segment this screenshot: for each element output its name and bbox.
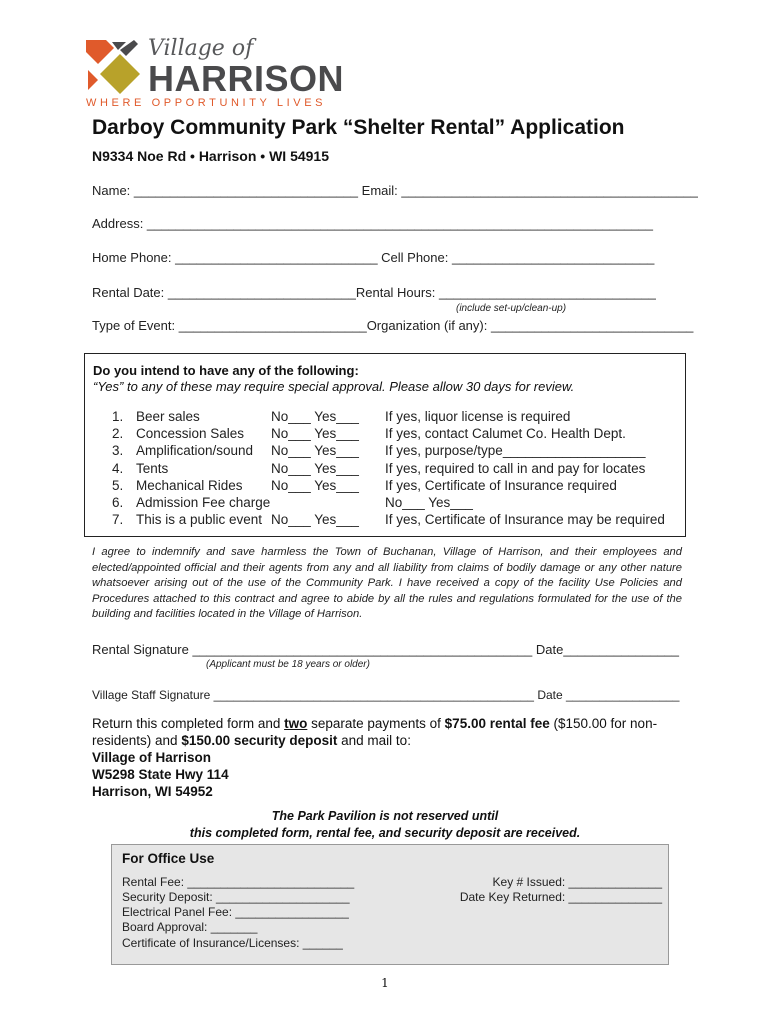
page-number: 1 — [381, 976, 389, 990]
intent-item-label: Mechanical Rides — [136, 477, 243, 493]
intent-item-note: No___ Yes___ — [385, 495, 473, 510]
intent-item-number: 1. — [112, 409, 124, 424]
intent-item-number: 7. — [112, 512, 124, 528]
office-use-title: For Office Use — [122, 851, 215, 866]
return-text-3: ($150.00 for non-residents) and — [92, 716, 658, 748]
page-title: Darboy Community Park “Shelter Rental” Application — [92, 116, 625, 139]
intent-item-note: If yes, Certificate of Insurance may be required — [385, 512, 665, 528]
office-certificate: Certificate of Insurance/Licenses: ______ — [122, 936, 343, 950]
return-two: two — [284, 716, 308, 731]
intent-item-yes-no[interactable]: No___ Yes___ — [271, 443, 359, 459]
intent-item-yes-no[interactable]: No___ Yes___ — [271, 409, 359, 424]
mail-address-line-1: Village of Harrison — [92, 750, 212, 765]
intent-item-label: Concession Sales — [136, 426, 245, 442]
intent-item-label: Amplification/sound — [136, 443, 254, 459]
setup-note: (include set-up/clean-up) — [456, 303, 567, 314]
mail-address-line-2: W5298 State Hwy 114 — [92, 767, 229, 782]
office-rental-fee: Rental Fee: _________________________ — [122, 875, 355, 889]
box-title: Do you intend to have any of the following: — [93, 363, 359, 378]
return-text-4: and mail to: — [337, 733, 411, 748]
staff-signature-field[interactable]: Village Staff Signature ________________________________________________ Date _________________ — [92, 688, 680, 702]
pavilion-note-line-1: The Park Pavilion is not reserved until — [271, 809, 499, 823]
intent-item-note: If yes, Certificate of Insurance required — [385, 477, 617, 493]
office-use-box — [111, 844, 669, 965]
intent-item-note: If yes, contact Calumet Co. Health Dept. — [385, 426, 626, 442]
intent-item-number: 3. — [112, 443, 124, 459]
rental-fee-amount: $75.00 rental fee — [444, 716, 550, 731]
intent-item-note: If yes, purpose/type___________________ — [385, 443, 646, 459]
box-subtitle: “Yes” to any of these may require special approval. Please allow 30 days for review. — [93, 379, 575, 394]
intent-item-yes-no[interactable]: No___ Yes___ — [271, 460, 359, 476]
office-board-approval: Board Approval: _______ — [122, 920, 258, 934]
intent-item-label: Tents — [136, 460, 169, 476]
office-security-deposit: Security Deposit: ____________________ — [122, 890, 350, 904]
intent-item-note: If yes, liquor license is required — [385, 409, 571, 424]
logo-village-text: Village of — [148, 36, 254, 61]
security-deposit-amount: $150.00 security deposit — [181, 733, 338, 748]
intent-item-note: If yes, required to call in and pay for locates — [385, 460, 646, 476]
park-address: N9334 Noe Rd • Harrison • WI 54915 — [92, 148, 330, 164]
intent-item-yes-no[interactable]: No___ Yes___ — [271, 477, 359, 493]
age-note: (Applicant must be 18 years or older) — [206, 659, 370, 670]
return-text-1: Return this completed form and — [92, 716, 285, 731]
rental-signature-field[interactable]: Rental Signature _______________________________________________ Date________________ — [92, 642, 680, 657]
intent-item-yes-no[interactable]: No___ Yes___ — [271, 512, 359, 528]
intent-item-label: Beer sales — [136, 409, 200, 424]
logo-harrison-text: HARRISON — [148, 58, 345, 99]
pavilion-note-line-2: this completed form, rental fee, and security deposit are received. — [189, 826, 581, 840]
mail-address-line-3: Harrison, WI 54952 — [92, 784, 213, 799]
indemnity-agreement: I agree to indemnify and save harmless the Town of Buchanan, Village of Harrison, and their employees and elected/appointed official and their agents from any and all liability from claims of bodily damage or any other nature whatsoever arising out of the use of the Community Park. I have received a copy of the facility Use Policies and Procedures attached to this contract and agree to abide by all the rules and regulations formulated for the use of the building and facilities located in the Village of Harrison. — [92, 546, 682, 621]
office-electrical-fee: Electrical Panel Fee: _________________ — [122, 905, 349, 919]
intent-item-number: 6. — [112, 495, 124, 510]
intent-item-label: This is a public event — [136, 512, 263, 528]
village-logo — [86, 36, 346, 112]
event-organization-fields[interactable]: Type of Event: __________________________Organization (if any): ____________________________ — [92, 318, 694, 333]
name-email-field[interactable]: Name: _______________________________ Email: _________________________________________ — [92, 183, 698, 198]
rental-date-hours-fields[interactable]: Rental Date: __________________________Rental Hours: ______________________________ — [92, 285, 656, 300]
logo-tagline: WHERE OPPORTUNITY LIVES — [86, 97, 327, 109]
intent-item-number: 4. — [112, 460, 124, 476]
return-instructions — [92, 715, 682, 800]
intent-item-number: 2. — [112, 426, 124, 442]
office-date-key-returned: Date Key Returned: ______________ — [459, 890, 662, 904]
intent-item-number: 5. — [112, 477, 124, 493]
intent-item-label: Admission Fee charge — [136, 495, 271, 510]
intent-item-yes-no[interactable]: No___ Yes___ — [271, 426, 359, 442]
logo-mark-icon — [86, 40, 142, 98]
phone-fields[interactable]: Home Phone: ____________________________ Cell Phone: ____________________________ — [92, 250, 655, 265]
address-field[interactable]: Address: ______________________________________________________________________ — [92, 216, 654, 231]
office-key-issued: Key # Issued: ______________ — [492, 875, 662, 889]
return-text-2: separate payments of — [307, 716, 445, 731]
